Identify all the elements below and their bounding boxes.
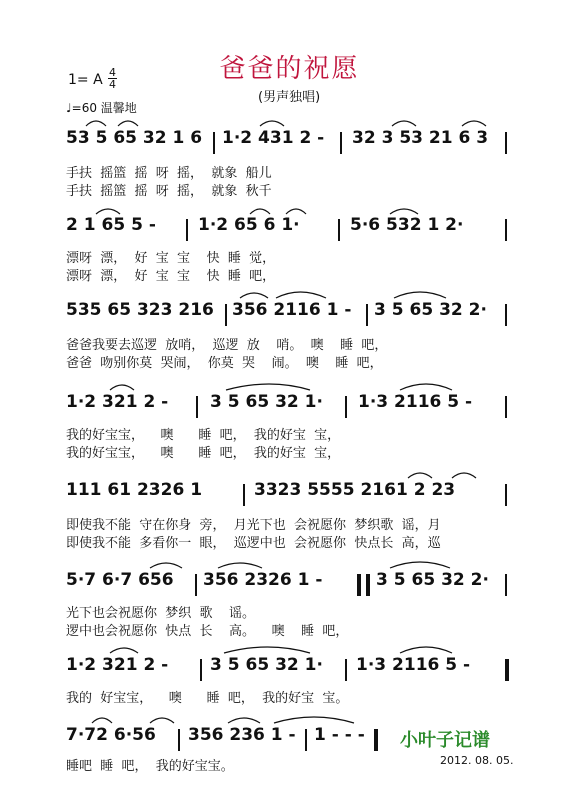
slur-mark bbox=[150, 718, 174, 723]
slur-mark bbox=[394, 292, 446, 298]
slur-mark bbox=[240, 293, 268, 298]
slur-mark bbox=[96, 209, 120, 214]
slur-mark bbox=[118, 121, 138, 126]
slur-mark bbox=[250, 209, 270, 214]
measure-notes: 1·3 2116 5 - bbox=[358, 392, 473, 412]
slur-mark bbox=[390, 209, 418, 214]
slur-mark bbox=[224, 647, 310, 653]
transcriber-credit: 小叶子记谱 bbox=[400, 730, 490, 751]
measure-notes: 32 3 53 21 6 3 bbox=[352, 128, 489, 148]
measure-notes: 3323 5555 2161 2 23 bbox=[254, 480, 456, 500]
slur-mark bbox=[260, 121, 284, 126]
slur-mark bbox=[86, 121, 106, 126]
measure-notes: 2 1 65 5 - bbox=[66, 215, 156, 235]
slur-mark bbox=[452, 473, 476, 478]
lyric-verse-2: 我的好宝宝， 噢 睡 吧， 我的好宝 宝， bbox=[66, 446, 341, 461]
measure-notes: 53 5 65 32 1 6 bbox=[66, 128, 203, 148]
lyric-verse-1: 光下也会祝愿你 梦织 歌 谣。 bbox=[66, 606, 256, 621]
song-subtitle: (男声独唱) bbox=[258, 90, 321, 105]
lyric-verse-2: 即使我不能 多看你一 眼， 巡逻中也 会祝愿你 快点长 高，巡 bbox=[66, 536, 441, 551]
tempo-marking: ♩=60 温馨地 bbox=[66, 101, 137, 115]
measure-notes: 356 2326 1 - bbox=[203, 570, 323, 590]
lyric-verse-2: 爸爸 吻别你莫 哭闹， 你莫 哭 闹。 噢 睡 吧， bbox=[66, 356, 383, 371]
slur-mark bbox=[218, 563, 262, 568]
slur-mark bbox=[462, 121, 486, 126]
measure-notes: 7·72 6·56 bbox=[66, 725, 156, 745]
meter-top: 4 bbox=[109, 66, 116, 79]
measure-notes: 1·2 321 2 - bbox=[66, 655, 169, 675]
measure-notes: 3 5 65 32 2· bbox=[374, 300, 487, 320]
lyric-verse-1: 手扶 摇篮 摇 呀 摇， 就象 船儿 bbox=[66, 166, 272, 181]
slur-mark bbox=[400, 384, 452, 390]
measure-notes: 1·2 321 2 - bbox=[66, 392, 169, 412]
measure-notes: 1 - - - bbox=[314, 725, 365, 745]
slur-mark bbox=[226, 384, 310, 390]
measure-notes: 5·6 532 1 2· bbox=[350, 215, 464, 235]
slur-mark bbox=[400, 647, 452, 653]
measure-notes: 3 5 65 32 1· bbox=[210, 392, 323, 412]
song-title: 爸爸的祝愿 bbox=[219, 54, 360, 84]
key-signature: 1= A bbox=[68, 72, 103, 88]
lyric-verse-1: 爸爸我要去巡逻 放哨， 巡逻 放 哨。 噢 睡 吧， bbox=[66, 338, 388, 353]
meter-bottom: 4 bbox=[109, 78, 116, 91]
lyric-verse-2: 逻中也会祝愿你 快点 长 高。 噢 睡 吧， bbox=[66, 624, 349, 639]
measure-notes: 1·2 431 2 - bbox=[222, 128, 325, 148]
slur-mark bbox=[408, 473, 432, 478]
slur-mark bbox=[286, 209, 306, 214]
slur-mark bbox=[390, 562, 450, 568]
slur-mark bbox=[228, 718, 260, 723]
transcription-date: 2012. 08. 05. bbox=[440, 754, 514, 767]
slur-mark bbox=[110, 385, 134, 390]
lyric-verse-1: 我的 好宝宝， 噢 睡 吧， 我的好宝 宝。 bbox=[66, 691, 349, 706]
measure-notes: 1·3 2116 5 - bbox=[356, 655, 471, 675]
lyric-verse-1: 漂呀 漂， 好 宝 宝 快 睡 觉， bbox=[66, 251, 276, 266]
slur-mark bbox=[110, 648, 138, 653]
lyric-verse-2: 手扶 摇篮 摇 呀 摇， 就象 秋千 bbox=[66, 184, 272, 199]
measure-notes: 356 2116 1 - bbox=[232, 300, 352, 320]
slur-mark bbox=[392, 121, 416, 126]
measure-notes: 535 65 323 216 bbox=[66, 300, 214, 320]
measure-notes: 111 61 2326 1 bbox=[66, 480, 203, 500]
lyric-verse-1: 即使我不能 守在你身 旁， 月光下也 会祝愿你 梦织歌 谣，月 bbox=[66, 518, 441, 533]
lyric-verse-2: 漂呀 漂， 好 宝 宝 快 睡 吧， bbox=[66, 269, 276, 284]
measure-notes: 3 5 65 32 1· bbox=[210, 655, 323, 675]
measure-notes: 3 5 65 32 2· bbox=[376, 570, 489, 590]
slur-mark bbox=[274, 717, 354, 723]
lyric-verse-1: 我的好宝宝， 噢 睡 吧， 我的好宝 宝， bbox=[66, 428, 341, 443]
measure-notes: 5·7 6·7 656 bbox=[66, 570, 174, 590]
slur-mark bbox=[92, 718, 112, 723]
lyric-verse-1: 睡吧 睡 吧， 我的好宝宝。 bbox=[66, 759, 234, 774]
slur-mark bbox=[150, 563, 182, 568]
slur-mark bbox=[276, 292, 326, 298]
measure-notes: 356 236 1 - bbox=[188, 725, 296, 745]
measure-notes: 1·2 65 6 1· bbox=[198, 215, 300, 235]
